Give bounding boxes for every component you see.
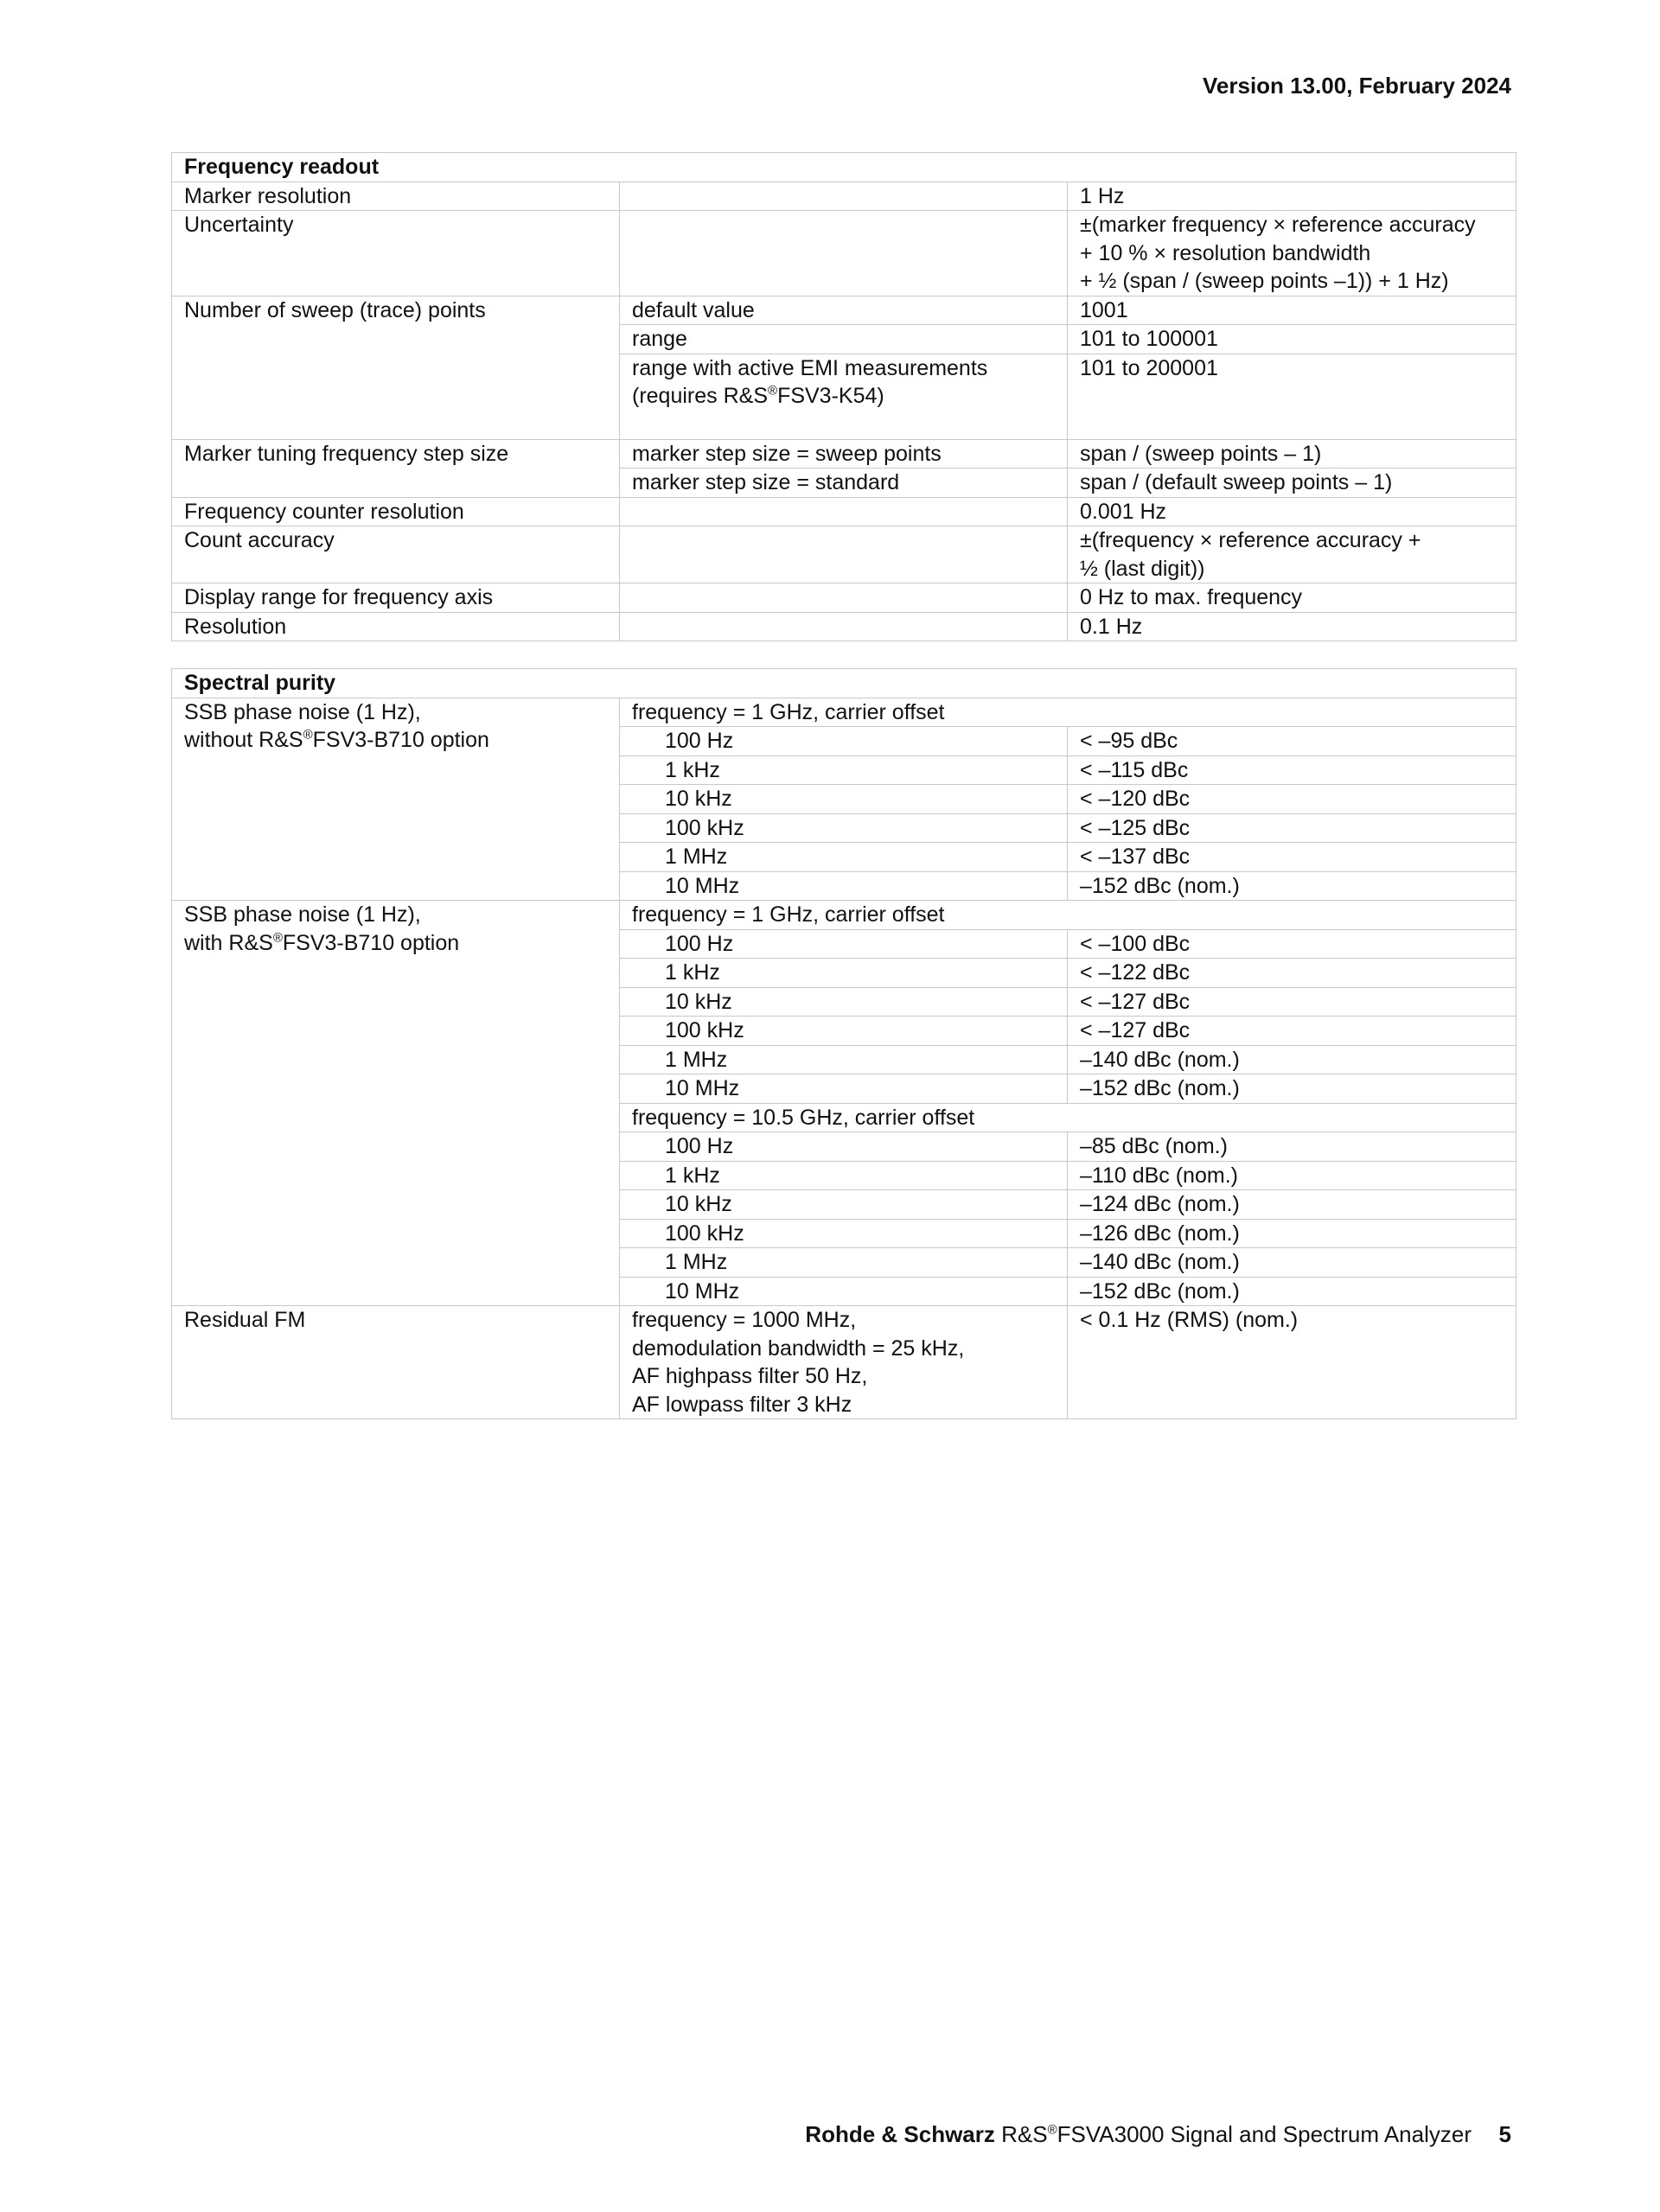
value-line: ½ (last digit)) [1080, 556, 1205, 581]
value-cell: < –127 dBc [1068, 987, 1516, 1017]
condition-text: (requires R&S [632, 384, 768, 408]
value-cell: –126 dBc (nom.) [1068, 1219, 1516, 1248]
value-cell: < –122 dBc [1068, 959, 1516, 988]
param-line: SSB phase noise (1 Hz), [184, 699, 421, 724]
param-text: FSV3-B710 option [312, 728, 489, 752]
param-text: FSV3-B710 option [282, 930, 460, 955]
value-cell: –124 dBc (nom.) [1068, 1190, 1516, 1220]
offset-cell: 10 kHz [620, 987, 1068, 1017]
registered-mark: ® [272, 930, 283, 946]
footer-brand: Rohde & Schwarz [805, 2121, 995, 2147]
condition-line: AF highpass filter 50 Hz, [632, 1364, 868, 1388]
value-cell: < –95 dBc [1068, 727, 1516, 756]
offset-cell: 1 kHz [620, 755, 1068, 785]
condition-cell: marker step size = sweep points [620, 439, 1068, 469]
offset-cell: 10 MHz [620, 871, 1068, 901]
param-label: Frequency counter resolution [172, 497, 620, 526]
value-cell: 1 Hz [1068, 182, 1516, 211]
frequency-readout-table [171, 152, 1516, 641]
value-cell: < –100 dBc [1068, 929, 1516, 959]
table-row [172, 296, 1516, 325]
value-cell: 101 to 100001 [1068, 325, 1516, 354]
param-line [184, 929, 607, 958]
offset-cell: 1 MHz [620, 843, 1068, 872]
value-cell: 101 to 200001 [1068, 354, 1516, 439]
table-row [172, 211, 1516, 296]
table-row [172, 901, 1516, 930]
param-label: Count accuracy [172, 526, 620, 583]
condition-line: frequency = 1000 MHz, [632, 1308, 857, 1332]
condition-cell [620, 354, 1068, 439]
table-row [172, 439, 1516, 469]
param-label: Marker tuning frequency step size [172, 439, 620, 497]
offset-cell: 100 kHz [620, 1017, 1068, 1046]
condition-cell [620, 1306, 1068, 1419]
offset-cell: 10 MHz [620, 1277, 1068, 1306]
condition-cell [620, 211, 1068, 296]
value-cell: –140 dBc (nom.) [1068, 1248, 1516, 1278]
table-row [172, 612, 1516, 641]
offset-cell: 1 MHz [620, 1045, 1068, 1074]
table-row [172, 1306, 1516, 1419]
offset-cell: 100 kHz [620, 813, 1068, 843]
param-text: without R&S [184, 728, 303, 752]
offset-cell: 10 kHz [620, 1190, 1068, 1220]
param-label: Uncertainty [172, 211, 620, 296]
param-label: Marker resolution [172, 182, 620, 211]
value-cell: –85 dBc (nom.) [1068, 1132, 1516, 1162]
version-label: Version 13.00, February 2024 [1203, 73, 1511, 99]
condition-cell: range [620, 325, 1068, 354]
table-row [172, 497, 1516, 526]
value-cell: < –120 dBc [1068, 785, 1516, 814]
condition-cell [620, 182, 1068, 211]
condition-cell: frequency = 1 GHz, carrier offset [620, 901, 1516, 930]
offset-cell: 100 Hz [620, 1132, 1068, 1162]
value-cell: 0 Hz to max. frequency [1068, 583, 1516, 613]
condition-cell: frequency = 1 GHz, carrier offset [620, 698, 1516, 727]
footer [805, 2121, 1472, 2148]
value-cell: span / (default sweep points – 1) [1068, 469, 1516, 498]
table-row [172, 182, 1516, 211]
condition-text: FSV3-K54) [777, 384, 884, 408]
param-label: Resolution [172, 612, 620, 641]
offset-cell: 10 kHz [620, 785, 1068, 814]
value-cell: < –137 dBc [1068, 843, 1516, 872]
value-cell: 0.001 Hz [1068, 497, 1516, 526]
condition-cell: default value [620, 296, 1068, 325]
condition-cell [620, 612, 1068, 641]
offset-cell: 10 MHz [620, 1074, 1068, 1104]
section-title: Spectral purity [172, 669, 1516, 698]
footer-product: R&S [994, 2121, 1048, 2147]
value-cell: –110 dBc (nom.) [1068, 1161, 1516, 1190]
offset-cell: 1 kHz [620, 959, 1068, 988]
offset-cell: 1 MHz [620, 1248, 1068, 1278]
value-cell: < –127 dBc [1068, 1017, 1516, 1046]
spectral-purity-table [171, 668, 1516, 1419]
value-cell: –152 dBc (nom.) [1068, 871, 1516, 901]
value-line: ±(marker frequency × reference accuracy [1080, 213, 1476, 237]
registered-mark: ® [1047, 2122, 1057, 2138]
offset-cell: 1 kHz [620, 1161, 1068, 1190]
condition-cell [620, 583, 1068, 613]
offset-cell: 100 Hz [620, 929, 1068, 959]
param-line [184, 726, 607, 755]
table-row [172, 583, 1516, 613]
param-label [172, 698, 620, 901]
registered-mark: ® [303, 727, 313, 743]
value-cell: span / (sweep points – 1) [1068, 439, 1516, 469]
page-number: 5 [1498, 2121, 1511, 2147]
value-cell: < 0.1 Hz (RMS) (nom.) [1068, 1306, 1516, 1419]
condition-line: range with active EMI measurements [632, 355, 988, 380]
offset-cell: 100 kHz [620, 1219, 1068, 1248]
value-line: + 10 % × resolution bandwidth [1080, 240, 1371, 265]
condition-cell: marker step size = standard [620, 469, 1068, 498]
param-text: with R&S [184, 930, 273, 955]
value-cell [1068, 211, 1516, 296]
condition-line: demodulation bandwidth = 25 kHz, [632, 1335, 965, 1361]
condition-line [632, 382, 1055, 411]
footer-product-name: FSVA3000 Signal and Spectrum Analyzer [1057, 2121, 1472, 2147]
section-title: Frequency readout [172, 153, 1516, 182]
param-label: Number of sweep (trace) points [172, 296, 620, 439]
registered-mark: ® [768, 383, 778, 398]
value-cell: –152 dBc (nom.) [1068, 1074, 1516, 1104]
condition-cell [620, 526, 1068, 583]
table-row [172, 526, 1516, 583]
offset-cell: 100 Hz [620, 727, 1068, 756]
value-cell: < –115 dBc [1068, 755, 1516, 785]
value-cell: 0.1 Hz [1068, 612, 1516, 641]
param-label: Display range for frequency axis [172, 583, 620, 613]
value-line: ±(frequency × reference accuracy + [1080, 528, 1421, 552]
condition-cell [620, 497, 1068, 526]
value-cell: –152 dBc (nom.) [1068, 1277, 1516, 1306]
value-cell: –140 dBc (nom.) [1068, 1045, 1516, 1074]
param-line: SSB phase noise (1 Hz), [184, 902, 421, 927]
table-row [172, 698, 1516, 727]
param-label: Residual FM [172, 1306, 620, 1419]
value-line: + ½ (span / (sweep points –1)) + 1 Hz) [1080, 269, 1449, 293]
condition-line: AF lowpass filter 3 kHz [632, 1392, 852, 1417]
condition-cell: frequency = 10.5 GHz, carrier offset [620, 1103, 1516, 1132]
value-cell: < –125 dBc [1068, 813, 1516, 843]
param-label [172, 901, 620, 1306]
value-cell [1068, 526, 1516, 583]
value-cell: 1001 [1068, 296, 1516, 325]
